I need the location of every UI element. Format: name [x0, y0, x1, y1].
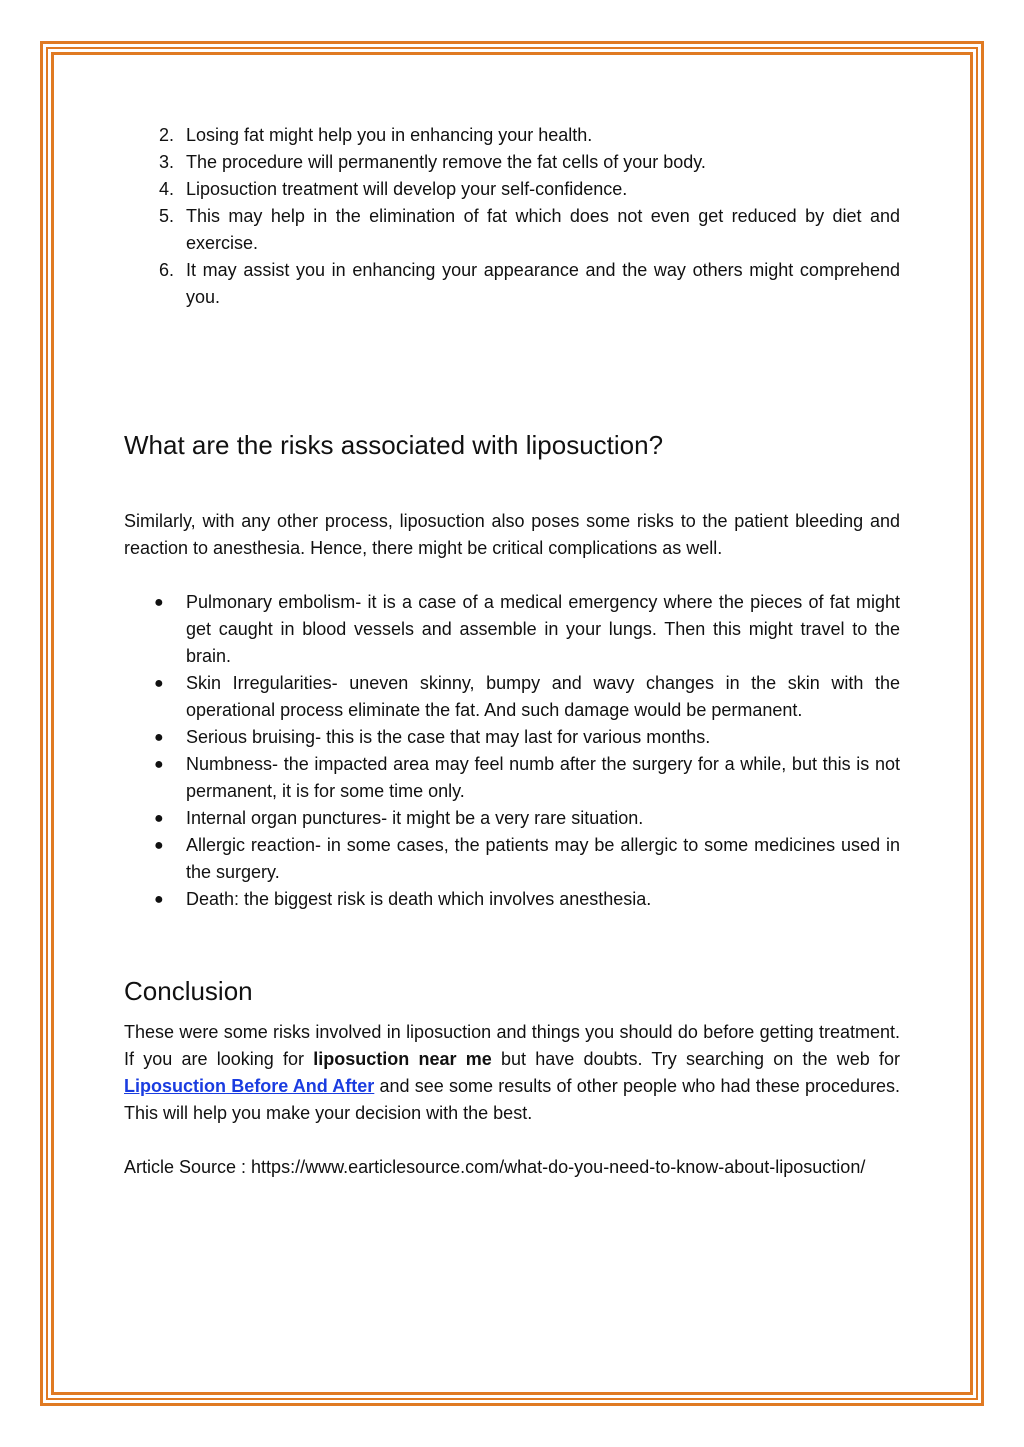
list-item: [124, 203, 900, 257]
conclusion-text: but have doubts. Try searching on the web for: [491, 1049, 900, 1069]
risks-intro-paragraph: Similarly, with any other process, liposuction also poses some risks to the patient bleeding and reaction to anesthesia. Hence, there might be critical complications as well.: [124, 511, 900, 558]
list-item-text: Internal organ punctures- it might be a very rare situation.: [186, 808, 644, 828]
list-number: 5.: [158, 206, 174, 226]
conclusion-text: These were some risks involved in liposuction and things you should do before getting treatment. If you are looking for: [124, 1022, 900, 1069]
list-item: [124, 176, 900, 203]
list-item-text: Death: the biggest risk is death which involves anesthesia.: [186, 889, 652, 909]
list-item: [124, 751, 900, 805]
bullet-icon: ●: [154, 837, 164, 854]
document-body: [124, 122, 900, 1181]
list-item-text: Allergic reaction- in some cases, the patients may be allergic to some medicines used in the surgery.: [186, 835, 900, 882]
bullet-icon: ●: [154, 729, 164, 746]
list-item-text: Numbness- the impacted area may feel numb after the surgery for a while, but this is not permanent, it is for some time only.: [186, 754, 900, 801]
list-item: [124, 122, 900, 149]
list-number: 6.: [158, 260, 174, 280]
list-item-text: Pulmonary embolism- it is a case of a medical emergency where the pieces of fat might get caught in blood vessels and assemble in your lungs. Then this might travel to the brain.: [186, 592, 900, 666]
list-item: [124, 589, 900, 670]
list-number: 4.: [158, 179, 174, 199]
list-item-text: Serious bruising- this is the case that may last for various months.: [186, 727, 711, 747]
bullet-icon: ●: [154, 675, 164, 692]
conclusion-heading: Conclusion: [124, 976, 253, 1006]
list-item-text: Skin Irregularities- uneven skinny, bumpy and wavy changes in the skin with the operational process eliminate the fat. And such damage would be permanent.: [186, 673, 900, 720]
bullet-icon: ●: [154, 756, 164, 773]
list-item-text: The procedure will permanently remove the fat cells of your body.: [186, 152, 706, 172]
bullet-icon: ●: [154, 594, 164, 611]
list-number: 3.: [158, 152, 174, 172]
conclusion-paragraph: [124, 1019, 900, 1127]
list-item: [124, 886, 900, 913]
conclusion-keyword: liposuction near me: [313, 1049, 492, 1069]
bullet-icon: ●: [154, 891, 164, 908]
liposuction-before-after-link[interactable]: Liposuction Before And After: [124, 1076, 375, 1096]
list-item-text: Losing fat might help you in enhancing your health.: [186, 125, 593, 145]
list-item-text: Liposuction treatment will develop your self-confidence.: [186, 179, 628, 199]
bullet-icon: ●: [154, 810, 164, 827]
risks-list: [124, 589, 900, 913]
list-item: [124, 257, 900, 311]
risks-heading: What are the risks associated with liposuction?: [124, 430, 664, 460]
list-number: 2.: [158, 125, 174, 145]
list-item: [124, 724, 900, 751]
list-item-text: It may assist you in enhancing your appearance and the way others might comprehend you.: [186, 260, 900, 307]
article-source: Article Source : https://www.earticlesource.com/what-do-you-need-to-know-about-liposuction/: [124, 1157, 866, 1177]
list-item: [124, 805, 900, 832]
conclusion-text: and see some results of other people who had these procedures. This will help you make your decision with the best.: [124, 1076, 900, 1123]
list-item: [124, 670, 900, 724]
list-item: [124, 832, 900, 886]
list-item-text: This may help in the elimination of fat which does not even get reduced by diet and exercise.: [186, 206, 900, 253]
list-item: [124, 149, 900, 176]
benefits-list: [124, 122, 900, 311]
